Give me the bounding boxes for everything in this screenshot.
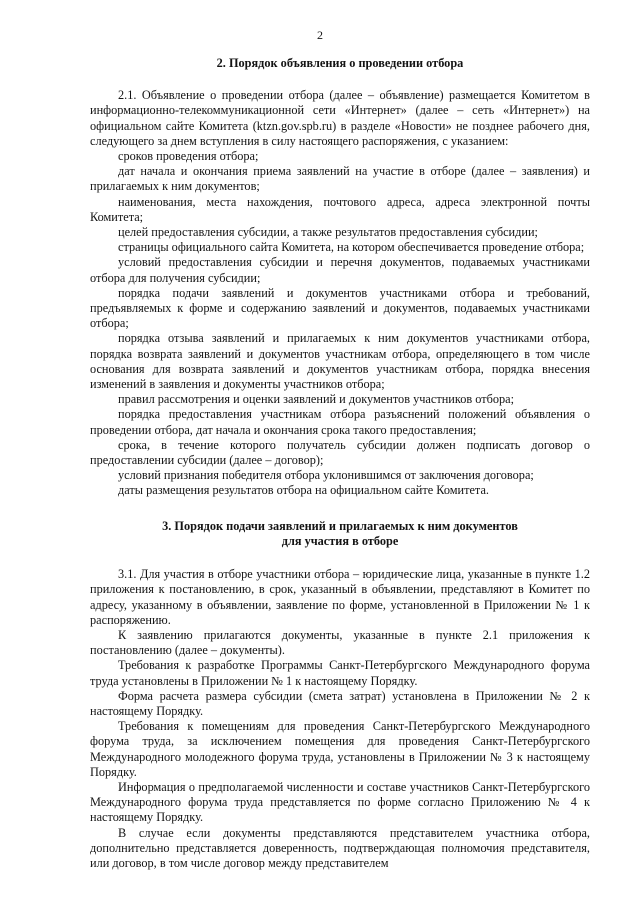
- s2-paragraph: порядка подачи заявлений и документов участниками отбора и требований, предъявляемых к форме и содержанию заявлений и документов, подаваемых участниками отбора;: [90, 285, 590, 331]
- s3-paragraph: Требования к разработке Программы Санкт-Петербургского Международного форума труда установлены в Приложении № 1 к настоящему Порядку.: [90, 658, 590, 688]
- s2-paragraph: условий признания победителя отбора уклонившимся от заключения договора;: [118, 468, 534, 483]
- section-3-heading-line: 3. Порядок подачи заявлений и прилагаемых к ним документов: [162, 518, 518, 533]
- s2-paragraph: целей предоставления субсидии, а также результатов предоставления субсидии;: [118, 225, 538, 240]
- s3-paragraph: Форма расчета размера субсидии (смета затрат) установлена в Приложении № 2 к настоящему Порядку.: [90, 688, 590, 718]
- page-number: 2: [317, 28, 323, 42]
- s2-paragraph: порядка отзыва заявлений и прилагаемых к ним документов участниками отбора, порядка возврата заявлений и документов участникам отбора, определяющего в том числе основания для возврата заявлений и документов участникам отбора, порядка внесения изменений в заявления и документы участников отбора;: [90, 331, 590, 392]
- s2-paragraph: порядка предоставления участникам отбора разъяснений положений объявления о проведении отбора, дат начала и окончания срока такого предоставления;: [90, 407, 590, 437]
- s2-paragraph: дат начала и окончания приема заявлений на участие в отборе (далее – заявления) и прилагаемых к ним документов;: [90, 164, 590, 194]
- s2-paragraph: 2.1. Объявление о проведении отбора (далее – объявление) размещается Комитетом в информационно-телекоммуникационной сети «Интернет» (далее – сеть «Интернет») на официальном сайте Комитета (ktzn.gov.spb.ru) в разделе «Новости» не позднее рабочего дня, следующего за днем вступления в силу настоящего распоряжения, с указанием:: [90, 88, 590, 148]
- s2-paragraph: страницы официального сайта Комитета, на котором обеспечивается проведение отбора;: [118, 240, 585, 255]
- section-2-heading: 2. Порядок объявления о проведении отбора: [216, 56, 464, 70]
- s2-paragraph: условий предоставления субсидии и перечня документов, подаваемых участниками отбора для получения субсидии;: [90, 255, 590, 285]
- page-content: [90, 56, 590, 871]
- s2-paragraph: наименования, места нахождения, почтового адреса, адреса электронной почты Комитета;: [90, 194, 590, 224]
- s2-paragraph: даты размещения результатов отбора на официальном сайте Комитета.: [118, 483, 489, 498]
- s3-paragraph: Требования к помещениям для проведения Санкт-Петербургского Международного форума труда, за исключением помещения для проведения Санкт-Петербургского Международного молодежного форума труда, установлены в Приложении № 3 к настоящему Порядку.: [90, 719, 590, 779]
- s2-paragraph: правил рассмотрения и оценки заявлений и документов участников отбора;: [118, 392, 515, 407]
- s3-paragraph: 3.1. Для участия в отборе участники отбора – юридические лица, указанные в пункте 1.2 приложения к постановлению, в срок, указанный в объявлении, представляют в Комитет по адресу, указанному в объявлении, заявление по форме, установленной в Приложении № 1 к распоряжению.: [90, 567, 590, 627]
- s3-paragraph: В случае если документы представляются представителем участника отбора, дополнительно представляется доверенность, подтверждающая полномочия представителя, или договор, в том числе договор между представителем: [90, 825, 590, 870]
- s2-paragraph: срока, в течение которого получатель субсидии должен подписать договор о предоставлении субсидии (далее – договор);: [90, 437, 590, 468]
- s2-paragraph: сроков проведения отбора;: [118, 149, 259, 164]
- s3-paragraph: К заявлению прилагаются документы, указанные в пункте 2.1 приложения к постановлению (далее – документы).: [90, 627, 590, 658]
- s3-paragraph: Информация о предполагаемой численности и составе участников Санкт-Петербургского Международного форума труда представляется по форме согласно Приложению № 4 к настоящему Порядку.: [90, 779, 590, 825]
- section-3-heading: [90, 519, 590, 549]
- section-3-heading-line: для участия в отборе: [281, 533, 399, 548]
